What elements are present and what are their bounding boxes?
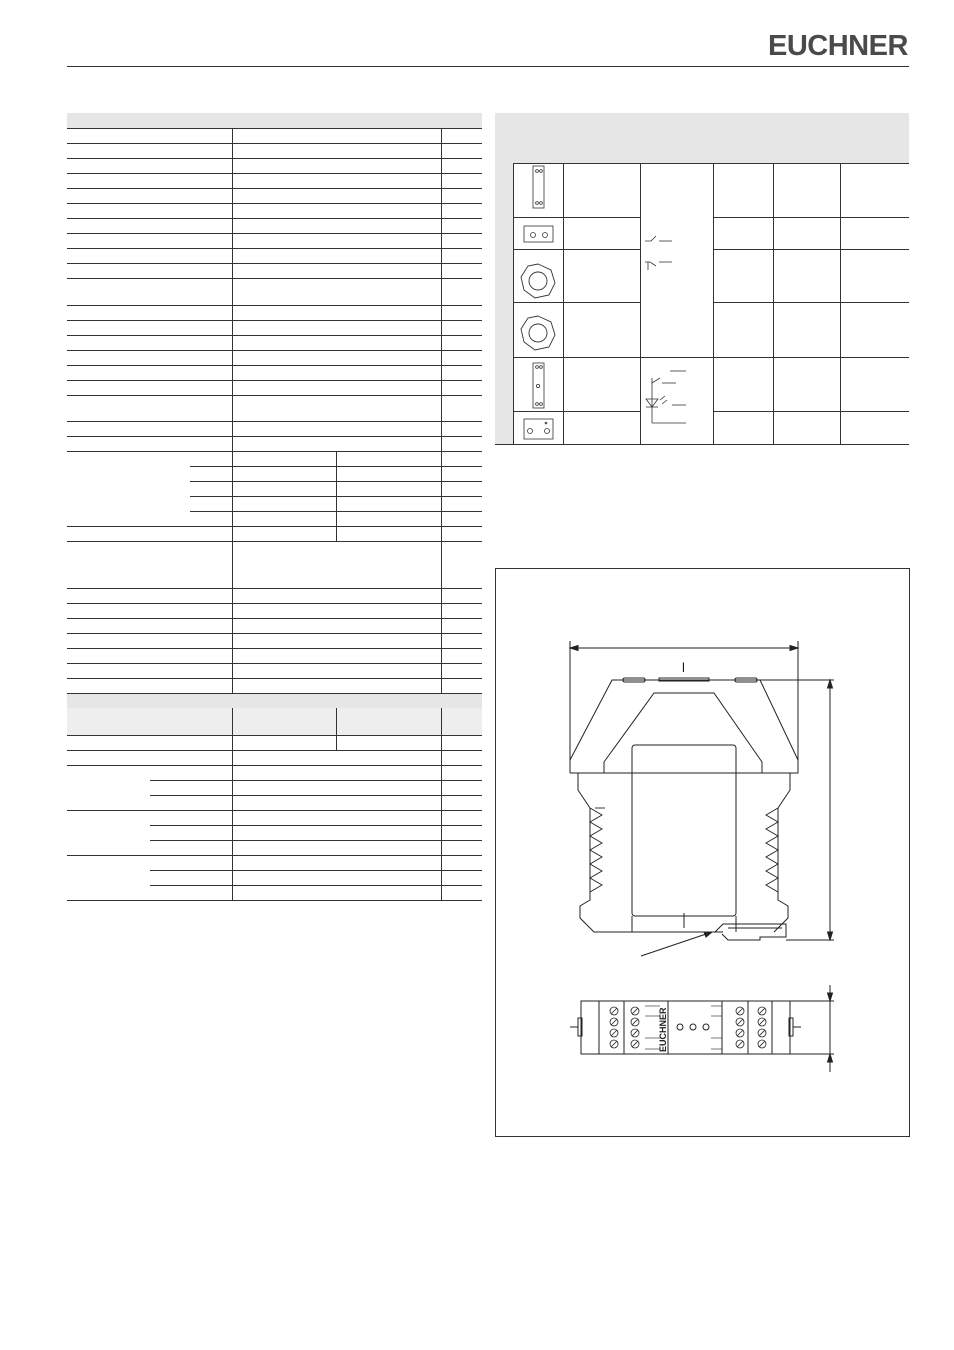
dimension-label: l <box>682 660 685 675</box>
terminal-column-right-a <box>736 1007 744 1048</box>
brand-logo: EUCHNER <box>768 30 908 62</box>
terminal-column-right-b <box>758 1007 766 1048</box>
device-brand-mark: EUCHNER <box>658 1007 668 1052</box>
status-led-icons <box>677 1024 709 1030</box>
terminal-column-left-a <box>610 1007 618 1048</box>
terminal-column-left-b <box>631 1007 639 1048</box>
